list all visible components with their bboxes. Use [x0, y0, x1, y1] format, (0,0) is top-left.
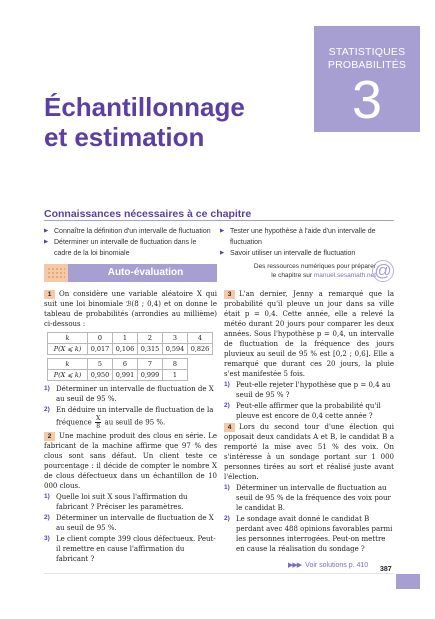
exercise-number: 2 [44, 432, 55, 441]
table-cell: 0,950 [88, 370, 113, 381]
fraction [95, 415, 101, 430]
table-cell: 7 [138, 359, 163, 370]
question-text: Déterminer un intervalle de fluctuation de X au seuil de 95 %. [56, 514, 214, 532]
prerequisites-list-left [44, 226, 214, 259]
question-item [224, 380, 394, 400]
fraction-denominator: 8 [96, 423, 101, 430]
question-number: 3) [44, 535, 50, 542]
page-number: 387 [380, 566, 392, 573]
question-item [44, 405, 217, 430]
question-item [44, 513, 217, 533]
page-tab [396, 574, 420, 589]
question-text: Le client compte 399 clous défectueux. Peut-il remettre en cause l'affirmation du fabricant ? [56, 535, 216, 563]
table-header-cell: k [48, 333, 88, 344]
question-number: 1) [44, 385, 50, 392]
section-divider [44, 220, 394, 221]
table-cell: 0,594 [163, 344, 188, 355]
table-cell: 0,315 [138, 344, 163, 355]
left-column [44, 289, 217, 565]
exercise-3-intro [224, 289, 394, 379]
resources-note [252, 262, 376, 280]
chapter-title-line-2: et estimation [44, 122, 205, 152]
at-sign-icon: @ [372, 260, 394, 282]
table-cell: 0,999 [138, 370, 163, 381]
prerequisites-heading: Connaissances nécessaires à ce chapitre [44, 208, 252, 220]
exercise-number: 3 [224, 290, 235, 299]
exercise-1-text: On considère une variable aléatoire X qui suit une loi binomiale ℬ(8 ; 0,4) et on donne le tableau de probabilités (arrondies au millième) ci-dessous : [44, 290, 217, 328]
table-row [48, 370, 188, 381]
self-assessment-title: Auto-évaluation [107, 267, 184, 278]
prerequisite-item: ▶ Savoir utiliser un intervalle de fluctuation [220, 248, 400, 259]
table-cell: 0,826 [188, 344, 213, 355]
chapter-title [44, 92, 314, 152]
question-text: Peut-elle rejeter l'hypothèse que p = 0,4 au seuil de 95 % ? [236, 381, 391, 399]
question-text [56, 405, 217, 430]
banner-tab [44, 264, 68, 282]
question-text: Quelle loi suit X sous l'affirmation du fabricant ? Préciser les paramètres. [56, 493, 188, 511]
table-header-cell: P(X ⩽ k) [48, 370, 88, 381]
chapter-badge [314, 26, 420, 132]
table-row [48, 344, 213, 355]
prerequisite-item: ▶ Connaître la définition d'un intervalle de fluctuation [44, 226, 214, 237]
question-text: Déterminer un intervalle de fluctuation de X au seuil de 95 %. [56, 385, 214, 403]
probability-table-2 [47, 358, 188, 381]
question-number: 2) [224, 515, 230, 522]
prerequisite-item: ▶ Tester une hypothèse à l'aide d'un intervalle de fluctuation [220, 226, 400, 248]
exercise-2-intro [44, 431, 217, 491]
resources-line-1: Des ressources numériques pour préparer [253, 263, 376, 270]
dots-pattern-icon [47, 267, 65, 279]
resources-prefix: le chapitre sur [271, 272, 313, 279]
resources-link[interactable]: manuel.sesamath.net [313, 272, 376, 279]
table-cell: 8 [163, 359, 188, 370]
exercise-3-text: L'an dernier, Jenny a remarqué que la probabilité qu'il pleuve un jour dans sa ville était p = 0,4. Cette année, elle a relevé la météo durant 20 jours pour comparer les deux années. Sous l'hypothèse p = 0,4, un intervalle de fluctuation de la fréquence des jours pluvieux au seuil de 95 % est [0,2 ; 0,6]. Elle a remarqué que durant ces 20 jours, la pluie s'est manifestée 5 fois. [224, 290, 394, 378]
exercise-number: 1 [44, 290, 55, 299]
footer-divider [44, 573, 394, 574]
question-text: Déterminer un intervalle de fluctuation au seuil de 95 % de la fréquence des voix pour le candidat B. [236, 484, 391, 512]
exercise-2-text: Une machine produit des clous en série. Le fabricant de la machine affirme que 97 % des clous sont sans défaut. Un client teste ce pourcentage : il décide de compter le nombre X de clous défectueux dans un échantillon de 10 000 clous. [44, 432, 217, 490]
table-cell: 6 [113, 359, 138, 370]
table-cell: 1 [163, 370, 188, 381]
triple-arrow-icon: ▶▶▶ [288, 562, 302, 569]
question-text-start: En déduire un intervalle de fluctuation de la fréquence [56, 406, 214, 427]
question-item [44, 384, 217, 404]
prerequisites-list-right [220, 226, 400, 259]
table-row [48, 359, 188, 370]
table-cell: 0,106 [113, 344, 138, 355]
question-number: 1) [44, 493, 50, 500]
right-column [224, 289, 394, 555]
question-number: 2) [44, 406, 50, 413]
question-item [224, 401, 394, 421]
fraction-numerator: X [96, 415, 101, 422]
question-text: Peut-elle affirmer que la probabilité qu'il pleuve est encore de 0,4 cette année ? [236, 402, 381, 420]
table-header-cell: P(X ⩽ k) [48, 344, 88, 355]
chapter-title-line-1: Échantillonnage [44, 92, 245, 122]
table-cell: 0,991 [113, 370, 138, 381]
chapter-number: 3 [351, 70, 383, 130]
exercise-4-intro [224, 422, 394, 482]
table-cell: 5 [88, 359, 113, 370]
self-assessment-banner [44, 264, 217, 282]
question-number: 2) [44, 514, 50, 521]
question-item [224, 514, 394, 554]
question-number: 2) [224, 402, 230, 409]
domain-line-1: STATISTIQUES [328, 46, 406, 58]
solutions-link[interactable] [288, 561, 368, 569]
table-cell: 0,017 [88, 344, 113, 355]
domain-line-2: PROBABILITÉS [327, 59, 407, 71]
resources-line-2 [252, 271, 376, 280]
prerequisite-item: ▶ Déterminer un intervalle de fluctuation dans le cadre de la loi binomiale [44, 237, 214, 259]
exercise-number: 4 [224, 423, 235, 432]
table-cell: 4 [188, 333, 213, 344]
question-item [224, 483, 394, 513]
question-text: Le sondage avait donné le candidat B perdant avec 488 opinions favorables parmi les personnes interrogées. Peut-on mettre en cause la réalisation du sondage ? [236, 515, 393, 553]
question-item [44, 534, 217, 564]
table-cell: 3 [163, 333, 188, 344]
question-text-end: au seuil de 95 %. [104, 418, 166, 427]
table-row [48, 333, 213, 344]
exercise-1-intro [44, 289, 217, 329]
table-cell: 2 [138, 333, 163, 344]
table-cell: 1 [113, 333, 138, 344]
chapter-domain [314, 46, 420, 72]
question-number: 1) [224, 381, 230, 388]
solutions-label: Voir solutions p. 410 [305, 562, 369, 569]
table-cell: 0 [88, 333, 113, 344]
question-number: 1) [224, 484, 230, 491]
question-item [44, 492, 217, 512]
probability-table-1 [47, 332, 213, 355]
exercise-4-text: Lors du second tour d'une élection qui opposait deux candidats A et B, le candidat B a remporté la mise avec 51 % des voix. On s'intéresse à un sondage portant sur 1 000 personnes tirées au sort et réalisé juste avant l'élection. [224, 423, 394, 481]
table-header-cell: k [48, 359, 88, 370]
